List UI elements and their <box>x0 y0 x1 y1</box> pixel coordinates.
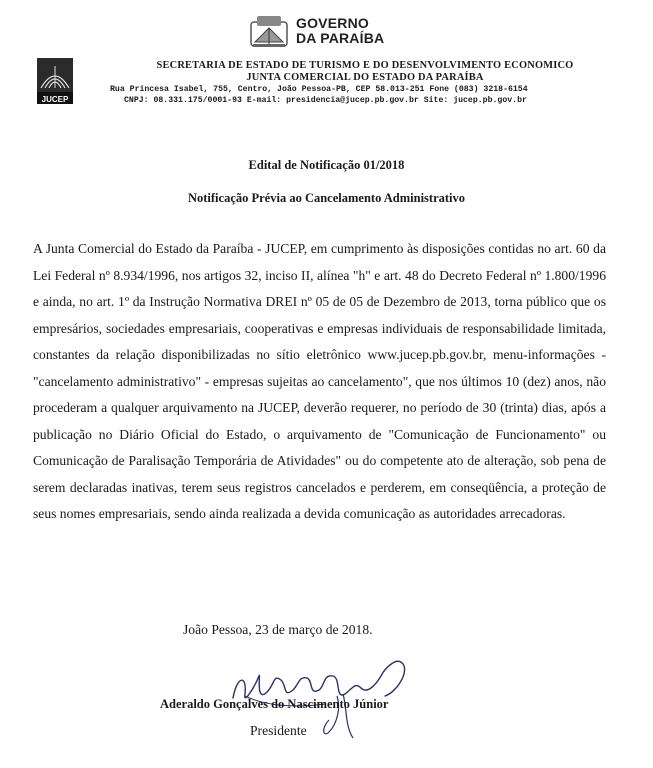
junta-line: JUNTA COMERCIAL DO ESTADO DA PARAÍBA <box>246 72 484 83</box>
place-date: João Pessoa, 23 de março de 2018. <box>183 622 373 637</box>
jucep-logo-icon <box>37 58 73 104</box>
gov-line-1: GOVERNO <box>296 15 369 31</box>
document-title: Edital de Notificação 01/2018 <box>248 158 405 172</box>
letterhead <box>110 60 620 106</box>
government-logo-text <box>296 16 384 46</box>
secretaria-line: SECRETARIA DE ESTADO DE TURISMO E DO DESENVOLVIMENTO ECONOMICO <box>156 60 574 71</box>
signer-name: Aderaldo Gonçalves do Nascimento Júnior <box>160 697 389 711</box>
signer-role: Presidente <box>250 723 307 738</box>
document-subtitle: Notificação Prévia ao Cancelamento Administrativo <box>187 191 466 205</box>
gov-line-2: DA PARAÍBA <box>296 30 385 46</box>
jucep-logo-text: JUCEP <box>41 95 69 104</box>
body-paragraph: A Junta Comercial do Estado da Paraíba - JUCEP, em cumprimento às disposições contidas no art. 60 da Lei Federal nº 8.934/1996, nos artigos 32, inciso II, alínea "h" e art. 48 do Decreto Federal nº 1.800/1996 e ainda, no art. 1º da Instrução Normativa DREI nº 05 de 05 de Dezembro de 2013, torna público que os empresários, sociedades empresariais, cooperativas e empresas individuais de responsabilidade limitada, constantes da relação disponibilizadas no sítio eletrônico www.jucep.pb.gov.br, menu-informações - "cancelamento administrativo" - empresas sujeitas ao cancelamento", que nos últimos 10 (dez) anos, não procederam a qualquer arquivamento na JUCEP, deverão requerer, no período de 30 (trinta) dias, após a publicação no Diário Oficial do Estado, o arquivamento de "Comunicação de Funcionamento" ou Comunicação de Paralisação Temporária de Atividades" ou do competente ato de alteração, sob pena de serem declaradas inativas, terem seus registros cancelados e perderem, em conseqüência, a proteção de seus nomes empresariais, sendo ainda realizada a devida comunicação as autoridades arrecadoras. <box>33 241 606 521</box>
paraiba-state-seal-icon <box>249 14 289 48</box>
address-line: Rua Princesa Isabel, 755, Centro, João Pessoa-PB, CEP 58.013-251 Fone (083) 3218-6154 <box>110 85 528 94</box>
contacts-line: CNPJ: 08.331.175/0001-93 E-mail: presidencia@jucep.pb.gov.br Site: jucep.pb.gov.br <box>124 96 527 105</box>
